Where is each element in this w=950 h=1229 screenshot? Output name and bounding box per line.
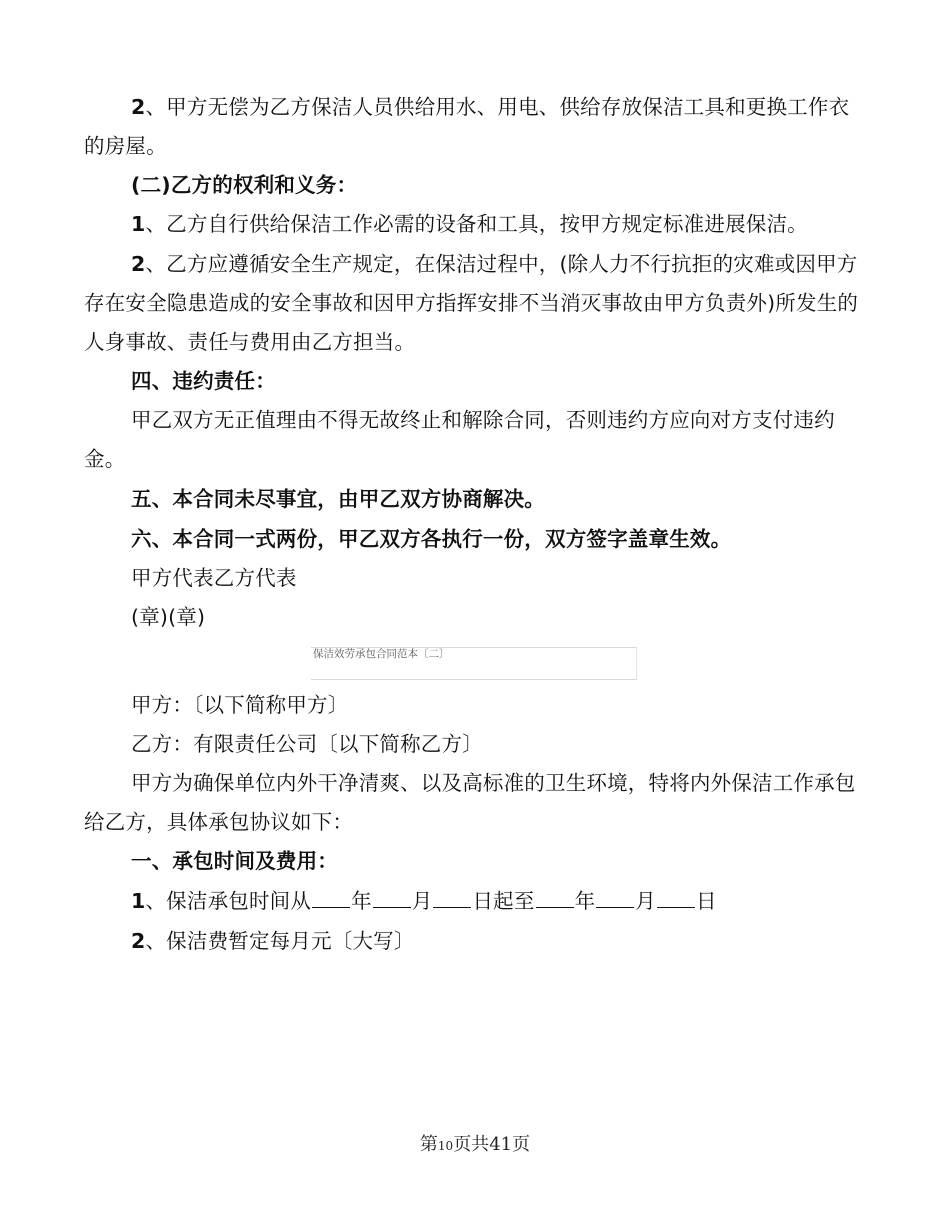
- paragraph-water-electricity: [84, 88, 864, 166]
- footer-middle: 页共: [453, 1134, 490, 1155]
- blank-month-start[interactable]: [373, 906, 411, 908]
- paragraph-text: 、乙方应遵循安全生产规定，在保洁过程中，(除人力不行抗拒的灾难或因甲方存在安全隐患造成的安全事故和因甲方指挥安排不当消灭事故由甲方负责外)所发生的人身事故、责任与费用由乙方担当。: [84, 252, 859, 354]
- paragraph-safety: [84, 245, 864, 362]
- label-year: 年: [574, 889, 596, 913]
- item-number: 2: [131, 95, 146, 119]
- footer-page-number: 10: [437, 1139, 454, 1153]
- blank-year-end[interactable]: [536, 906, 574, 908]
- paragraph-equipment: [84, 205, 864, 244]
- paragraph-monthly-fee: [84, 922, 864, 961]
- label-day: 日: [696, 889, 717, 913]
- label-month: 月: [411, 889, 433, 913]
- item-number: 2: [131, 252, 146, 276]
- heading-term-and-fee: 一、承包时间及费用：: [131, 849, 338, 873]
- paragraph-contract-period: [84, 882, 864, 921]
- heading-party-b-rights: (二)乙方的权利和义务：: [131, 173, 358, 197]
- party-a-line: 甲方：〔以下简称甲方〕: [131, 693, 349, 717]
- section-header-box: [311, 647, 637, 680]
- page-footer: [0, 1130, 950, 1156]
- paragraph-text: 、甲方无偿为乙方保洁人员供给用水、用电、供给存放保洁工具和更换工作衣的房屋。: [84, 95, 850, 158]
- paragraph-termination: 甲乙双方无正值理由不得无故终止和解除合同，否则违约方应向对方支付违约金。: [84, 408, 835, 471]
- blank-day-start[interactable]: [433, 906, 471, 908]
- signature-representatives: 甲方代表乙方代表: [131, 566, 297, 590]
- footer-total-pages: 41: [489, 1134, 513, 1155]
- item-number: 2: [131, 929, 146, 953]
- heading-breach-liability: 四、违约责任：: [131, 369, 276, 393]
- paragraph-text: 、乙方自行供给保洁工作必需的设备和工具，按甲方规定标准进展保洁。: [145, 212, 808, 236]
- blank-month-end[interactable]: [596, 906, 634, 908]
- label-year: 年: [351, 889, 372, 913]
- heading-unresolved-matters: 五、本合同未尽事宜，由甲乙双方协商解决。: [131, 487, 545, 511]
- item-number: 1: [131, 889, 146, 913]
- item-number: 1: [131, 212, 146, 236]
- label-day-from: 日起至: [472, 889, 535, 913]
- paragraph-intro: 甲方为确保单位内外干净清爽、以及高标准的卫生环境，特将内外保洁工作承包给乙方，具体承包协议如下：: [84, 771, 856, 834]
- label-month: 月: [635, 889, 656, 913]
- heading-copies: 六、本合同一式两份，甲乙双方各执行一份，双方签字盖章生效。: [131, 527, 732, 551]
- blank-year-start[interactable]: [312, 906, 350, 908]
- footer-suffix: 页: [512, 1134, 531, 1155]
- signature-seals: (章)(章): [131, 605, 206, 629]
- footer-prefix: 第: [419, 1134, 438, 1155]
- period-prefix: 、保洁承包时间从: [145, 889, 312, 913]
- section-header-title: 保洁效劳承包合同范本〔二〕: [313, 648, 450, 660]
- blank-day-end[interactable]: [657, 906, 695, 908]
- party-b-line: 乙方：有限责任公司〔以下简称乙方〕: [131, 732, 483, 756]
- paragraph-text: 、保洁费暂定每月元〔大写〕: [145, 929, 415, 953]
